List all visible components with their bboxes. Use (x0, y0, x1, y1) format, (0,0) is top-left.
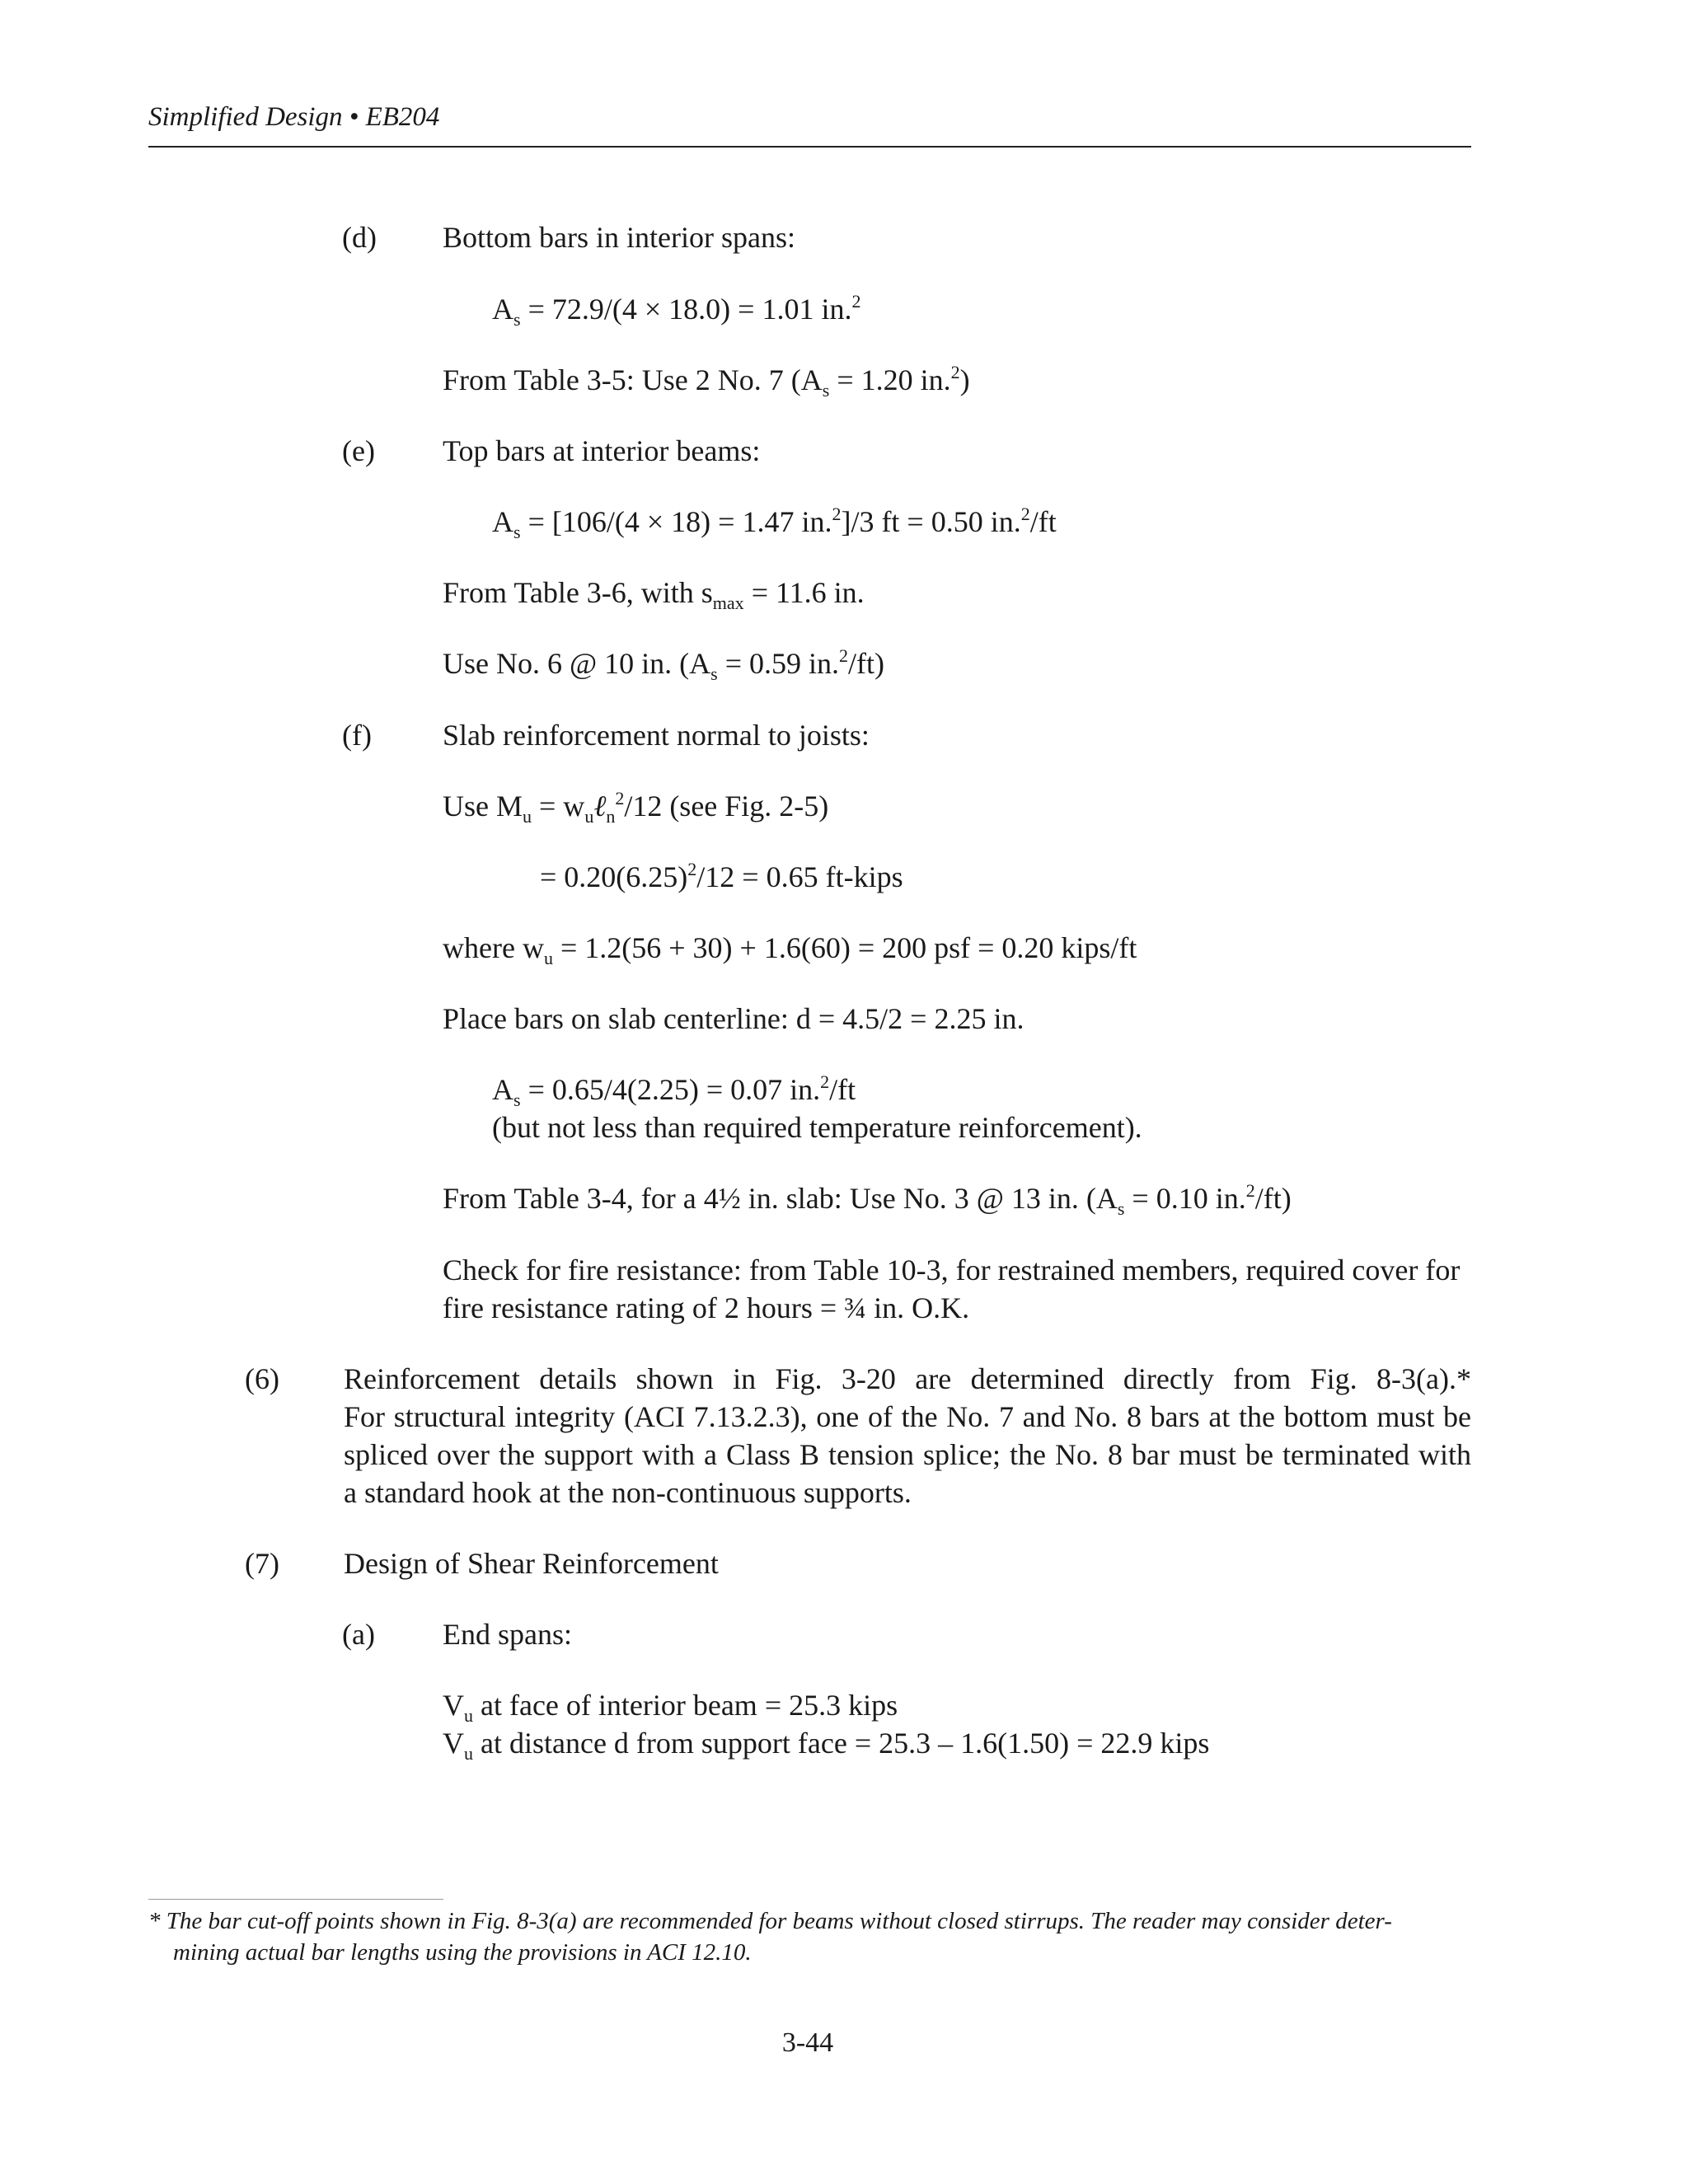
item-f-as-note: (but not less than required temperature reinforcement). (492, 1111, 1142, 1144)
footnote-rule (148, 1899, 443, 1900)
running-header: Simplified Design • EB204 (148, 102, 440, 132)
item-f-moment: Use $M_u$ = $w_u\ell_n^2/12$ (see Fig. 2-5) (443, 788, 829, 827)
item-f-place: Place bars on slab centerline: d = 4.5/2 = 2.25 in. (443, 1002, 1025, 1035)
step-6-line4: a standard hook at the non-continuous supports. (344, 1476, 912, 1509)
item-f-as: $A_s = 0.65/4(2.25) = 0.07$ in.$^2$/ft (492, 1071, 856, 1110)
step-7a-vu-distance: $V_u$ at distance d from support face = 25.3 – 1.6(1.50) = 22.9 kips (443, 1727, 1210, 1764)
item-e-use: Use No. 6 @ 10 in. ($A_s = 0.59$ in.$^2$/ft) (443, 645, 884, 684)
step-7-label: (7) (245, 1547, 279, 1580)
step-6-label: (6) (245, 1362, 279, 1395)
step-6-line2: For structural integrity (ACI 7.13.2.3), one of the No. 7 and No. 8 bars at the bottom must be (344, 1400, 1471, 1433)
item-d-label: (d) (342, 221, 377, 254)
item-e-heading: Top bars at interior beams: (443, 434, 761, 467)
step-6-line1: Reinforcement details shown in Fig. 3-20 are determined directly from Fig. 8-3(a).* (344, 1362, 1471, 1395)
item-f-where: where $w_u = 1.2(56 + 30) + 1.6(60) = 200$ psf = 0.20 kips/ft (443, 931, 1137, 968)
item-d-use: From Table 3-5: Use 2 No. 7 ($A_s = 1.20$ in.$^2$) (443, 362, 970, 401)
footnote-line2: mining actual bar lengths using the provisions in ACI 12.10. (173, 1939, 752, 1966)
header-rule (148, 146, 1471, 148)
item-f-fire-line2: fire resistance rating of 2 hours = ¾ in. O.K. (443, 1291, 970, 1324)
item-f-fire-line1: Check for fire resistance: from Table 10-3, for restrained members, required cover for (443, 1254, 1461, 1286)
step-7a-label: (a) (342, 1618, 375, 1651)
step-7-heading: Design of Shear Reinforcement (344, 1547, 719, 1580)
item-e-table: From Table 3-6, with $s_{max} = 11.6$ in. (443, 576, 865, 613)
item-f-table34: From Table 3-4, for a 4½ in. slab: Use No. 3 @ 13 in. ($A_s = 0.10$ in.$^2$/ft) (443, 1180, 1292, 1219)
item-f-calc: = $0.20(6.25)^2/12 = 0.65$ ft-kips (540, 859, 903, 893)
step-7a-heading: End spans: (443, 1618, 572, 1651)
item-f-heading: Slab reinforcement normal to joists: (443, 719, 870, 752)
item-d-equation: $A_s = 72.9/(4 \times 18.0) = 1.01$ in.$^2$ (492, 291, 861, 330)
page-number: 3-44 (781, 2027, 834, 2058)
item-e-label: (e) (342, 434, 375, 467)
item-d-heading: Bottom bars in interior spans: (443, 221, 795, 254)
step-6-line3: spliced over the support with a Class B tension splice; the No. 8 bar must be terminated with (344, 1438, 1471, 1471)
footnote-line1: * The bar cut-off points shown in Fig. 8-3(a) are recommended for beams without closed stirrups. The reader may consider deter- (148, 1908, 1392, 1934)
item-e-equation: $A_s = [106/(4 \times 18) = 1.47$ in.$^2$]/3 ft = 0.50 in.$^2$/ft (492, 504, 1057, 542)
step-7a-vu-face: $V_u$ at face of interior beam = 25.3 kips (443, 1689, 898, 1726)
item-f-label: (f) (342, 719, 372, 752)
